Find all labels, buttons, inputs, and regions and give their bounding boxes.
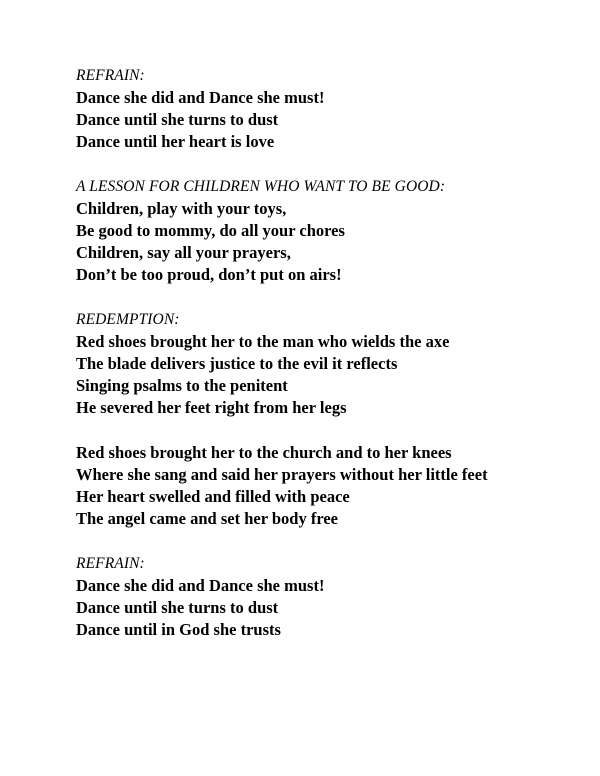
verse-line: Don’t be too proud, don’t put on airs!	[76, 265, 342, 284]
stanza-label: REDEMPTION:	[76, 311, 180, 328]
verse-line: Singing psalms to the penitent	[76, 376, 288, 395]
verse-line: The angel came and set her body free	[76, 509, 338, 528]
stanza-refrain-1	[76, 65, 576, 153]
verse-line: Dance she did and Dance she must!	[76, 576, 325, 595]
verse-line: Dance until her heart is love	[76, 132, 275, 151]
stanza-church	[76, 442, 576, 530]
verse-line: Her heart swelled and filled with peace	[76, 487, 350, 506]
verse-line: Dance until in God she trusts	[76, 620, 281, 639]
lyrics-body	[76, 65, 576, 664]
verse-line: The blade delivers justice to the evil it reflects	[76, 354, 398, 373]
stanza-redemption	[76, 309, 576, 419]
verse-line: Where she sang and said her prayers without her little feet	[76, 465, 488, 484]
verse-line: Children, say all your prayers,	[76, 243, 291, 262]
stanza-label: REFRAIN:	[76, 67, 145, 84]
verse-line: Dance until she turns to dust	[76, 110, 279, 129]
verse-line: He severed her feet right from her legs	[76, 398, 347, 417]
stanza-label: REFRAIN:	[76, 555, 145, 572]
verse-line: Red shoes brought her to the man who wields the axe	[76, 332, 450, 351]
stanza-label: A LESSON FOR CHILDREN WHO WANT TO BE GOOD:	[76, 178, 446, 195]
verse-line: Children, play with your toys,	[76, 199, 287, 218]
verse-line: Red shoes brought her to the church and to her knees	[76, 443, 452, 462]
verse-line: Be good to mommy, do all your chores	[76, 221, 345, 240]
stanza-lesson	[76, 176, 576, 286]
stanza-refrain-2	[76, 553, 576, 641]
verse-line: Dance until she turns to dust	[76, 598, 279, 617]
verse-line: Dance she did and Dance she must!	[76, 88, 325, 107]
